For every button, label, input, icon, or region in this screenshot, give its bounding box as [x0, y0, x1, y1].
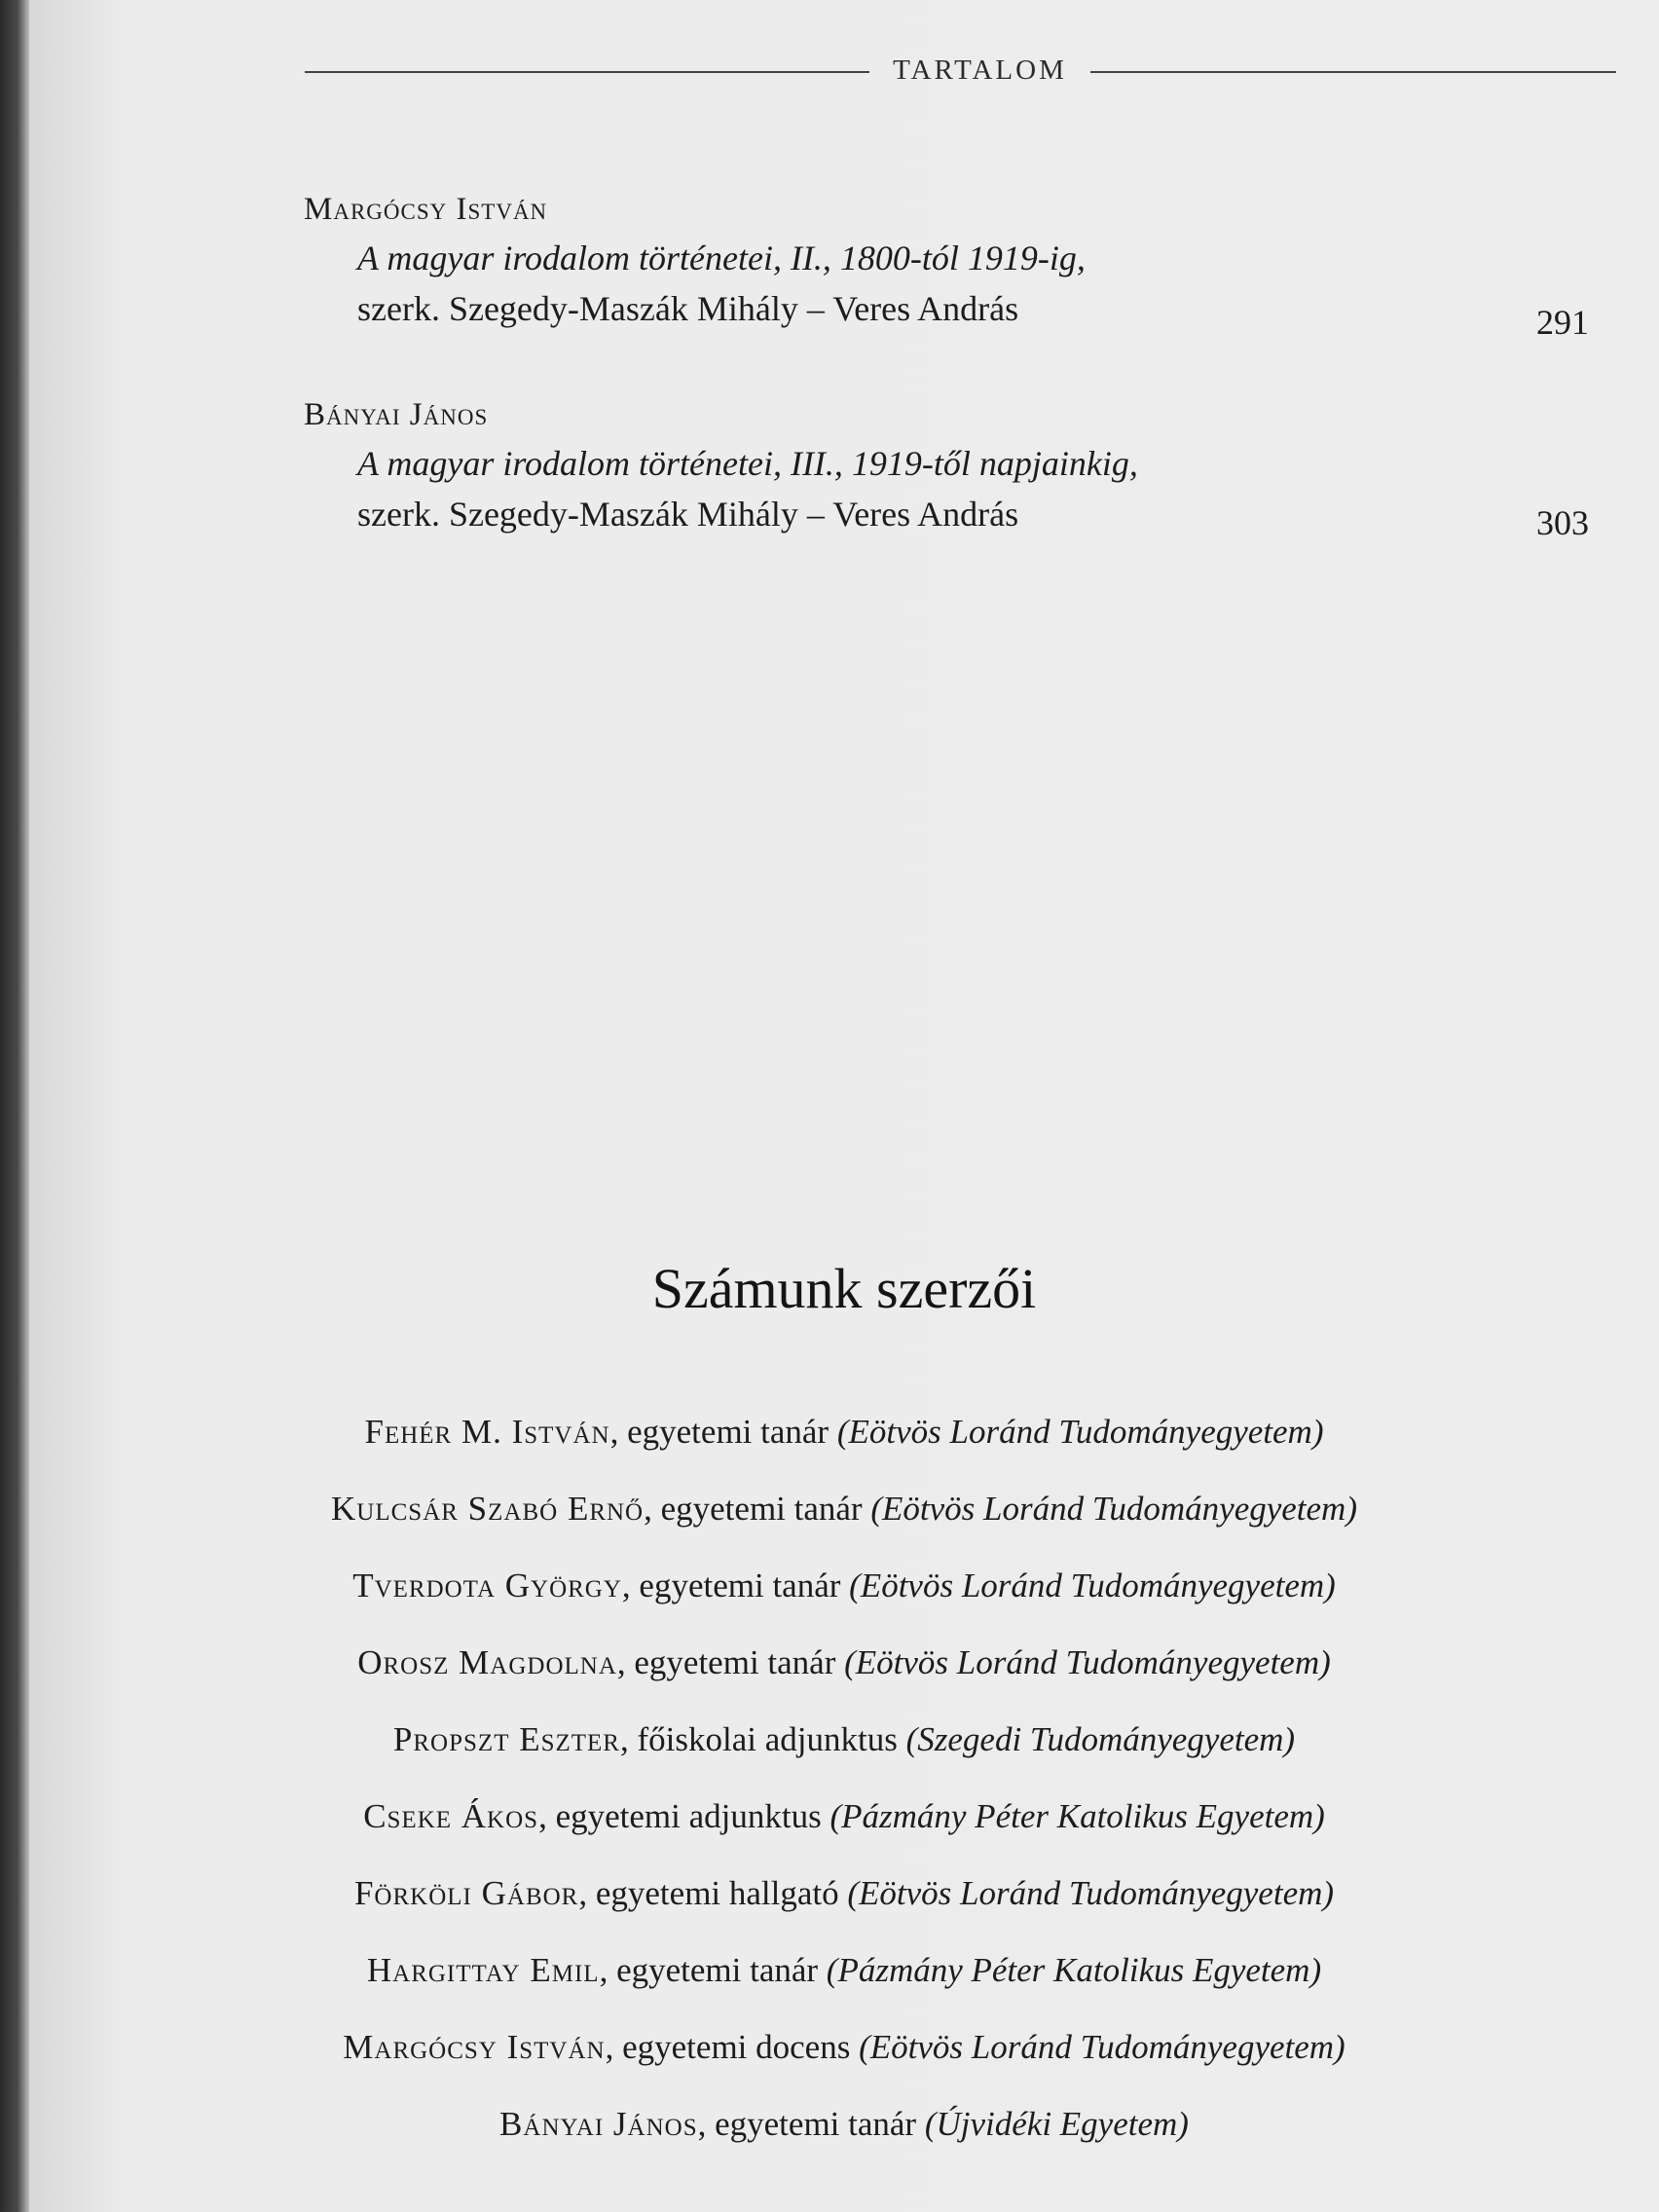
toc-page-number: 303 [1536, 503, 1589, 542]
toc-title: A magyar irodalom történetei, II., 1800-tól 1919-ig, [357, 239, 1086, 277]
contributor-role: , egyetemi tanár [616, 1643, 845, 1681]
toc-entry [304, 391, 1589, 542]
contributor-name: Hargittay Emil [366, 1951, 600, 1989]
contributor-name: Förköli Gábor [353, 1874, 579, 1912]
contributor-line [29, 1408, 1659, 1485]
contributor-role: , egyetemi adjunktus [538, 1797, 830, 1835]
contributor-line [29, 1792, 1659, 1869]
contributor-line [29, 1485, 1659, 1562]
contributor-name: Tverdota György [352, 1567, 622, 1604]
contributors-heading: Számunk szerzői [651, 1257, 1037, 1320]
contributor-line [29, 1869, 1659, 1946]
contributor-role: , egyetemi tanár [621, 1567, 850, 1604]
contributor-name: Cseke Ákos [363, 1797, 539, 1835]
contributor-affiliation: (Eötvös Loránd Tudományegyetem) [847, 1874, 1335, 1912]
contributor-affiliation: (Eötvös Loránd Tudományegyetem) [859, 2028, 1346, 2066]
book-page [29, 0, 1659, 2212]
contributor-name: Propszt Eszter [392, 1720, 620, 1758]
book-spine-shadow [0, 0, 29, 2212]
toc-entry [304, 186, 1589, 342]
contributor-affiliation: (Szegedi Tudományegyetem) [905, 1720, 1296, 1758]
contributor-affiliation: (Újvidéki Egyetem) [924, 2105, 1189, 2143]
contributor-name: Kulcsár Szabó Ernő [331, 1490, 645, 1528]
toc-title: A magyar irodalom történetei, III., 1919-től napjainkig, [357, 444, 1138, 483]
contributor-line [29, 2100, 1659, 2177]
contributor-role: , főiskolai adjunktus [620, 1720, 906, 1758]
contributor-role: , egyetemi tanár [609, 1413, 837, 1451]
contributor-line [29, 1562, 1659, 1639]
contributor-affiliation: (Eötvös Loránd Tudományegyetem) [849, 1567, 1336, 1604]
contributor-role: , egyetemi hallgató [578, 1874, 848, 1912]
toc-author: Margócsy István [304, 192, 548, 227]
contributor-name: Orosz Magdolna [357, 1643, 617, 1681]
contributor-affiliation: (Eötvös Loránd Tudományegyetem) [836, 1413, 1324, 1451]
toc-author: Bányai János [304, 397, 489, 432]
contributor-affiliation: (Pázmány Péter Katolikus Egyetem) [826, 1951, 1322, 1989]
contributor-line [29, 2023, 1659, 2100]
contributor-name: Fehér M. István [364, 1413, 610, 1451]
contributor-affiliation: (Eötvös Loránd Tudományegyetem) [870, 1490, 1357, 1528]
running-header: TARTALOM [893, 55, 1067, 86]
contributor-name: Margócsy István [343, 2028, 606, 2066]
contributor-line [29, 1639, 1659, 1715]
toc-editors: szerk. Szegedy-Maszák Mihály – Veres András [357, 495, 1019, 534]
contributors-list [29, 1408, 1659, 2177]
contributor-affiliation: (Pázmány Péter Katolikus Egyetem) [830, 1797, 1325, 1835]
contributor-role: , egyetemi tanár [644, 1490, 871, 1528]
contributor-role: , egyetemi tanár [697, 2105, 925, 2143]
contributor-role: , egyetemi docens [605, 2028, 860, 2066]
contributor-role: , egyetemi tanár [599, 1951, 827, 1989]
contributor-line [29, 1715, 1659, 1792]
header-rule-left [305, 71, 869, 73]
toc-editors: szerk. Szegedy-Maszák Mihály – Veres András [357, 289, 1019, 328]
header-rule-right [1090, 71, 1616, 73]
contributor-affiliation: (Eötvös Loránd Tudományegyetem) [844, 1643, 1331, 1681]
contributor-line [29, 1946, 1659, 2023]
contributor-name: Bányai János [499, 2105, 698, 2143]
toc-page-number: 291 [1536, 303, 1589, 342]
